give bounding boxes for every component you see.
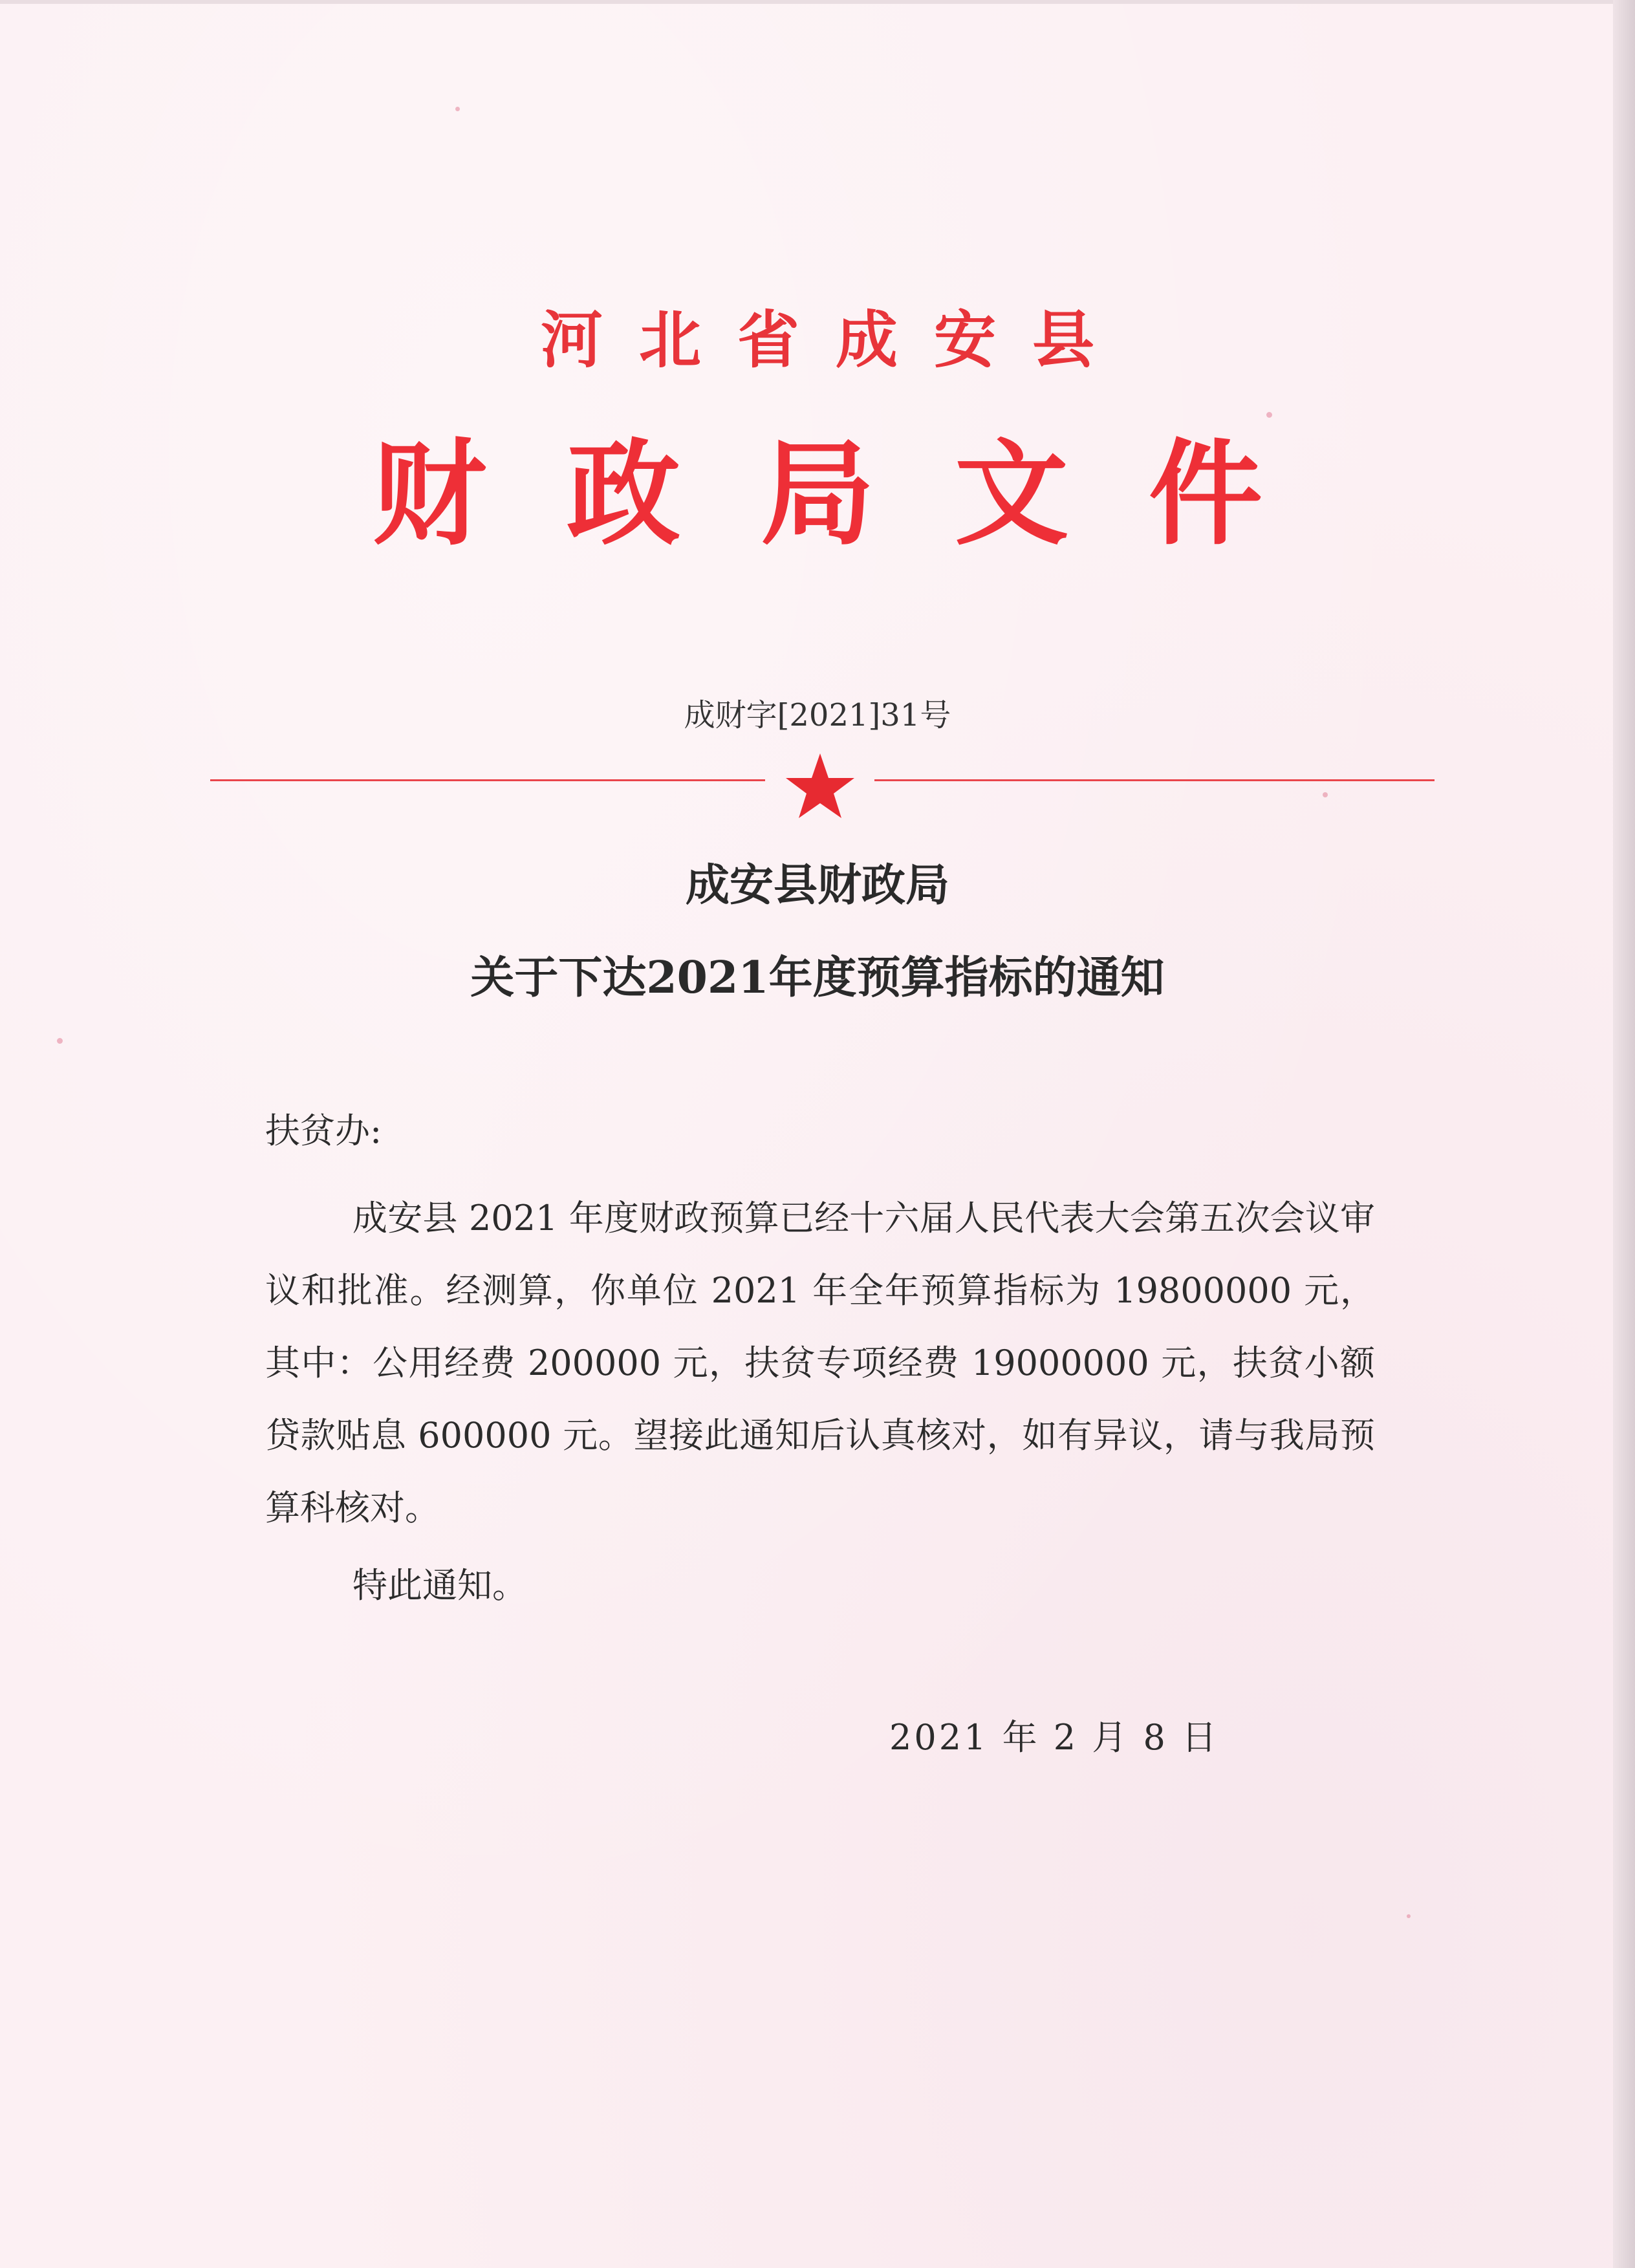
paper-speck xyxy=(1323,792,1328,797)
star-icon xyxy=(785,752,856,819)
body-text xyxy=(265,1182,1375,1544)
issue-date: 2021 年 2 月 8 日 xyxy=(889,1717,1219,1758)
notice-title-line2: 关于下达2021年度预算指标的通知 xyxy=(470,952,1165,1004)
closing-line: 特此通知。 xyxy=(352,1565,527,1606)
divider-line-right xyxy=(874,779,1435,781)
paper-top-edge xyxy=(0,0,1635,4)
body-paragraph: 成安县 2021 年度财政预算已经十六届人民代表大会第五次会议审议和批准。经测算，你单位 2021 年全年预算指标为 19800000 元，其中：公用经费 200000 元，扶贫专项经费 19000000 元，扶贫小额贷款贴息 600000 元。望接此通知后认真核对，如有异议，请与我局预算科核对。 xyxy=(265,1198,1375,1528)
header-org-line: 河北省成安县 xyxy=(541,303,1131,376)
notice-title-line1: 成安县财政局 xyxy=(685,859,949,911)
paper-speck xyxy=(1266,412,1272,418)
paper-speck xyxy=(1407,1914,1411,1918)
paper-speck xyxy=(57,1038,63,1044)
paper-speck xyxy=(455,107,460,111)
document-number: 成财字[2021]31号 xyxy=(684,697,951,733)
recipient: 扶贫办: xyxy=(265,1110,382,1151)
header-doc-type-line: 财政局文件 xyxy=(372,427,1343,561)
divider-line-left xyxy=(210,779,765,781)
